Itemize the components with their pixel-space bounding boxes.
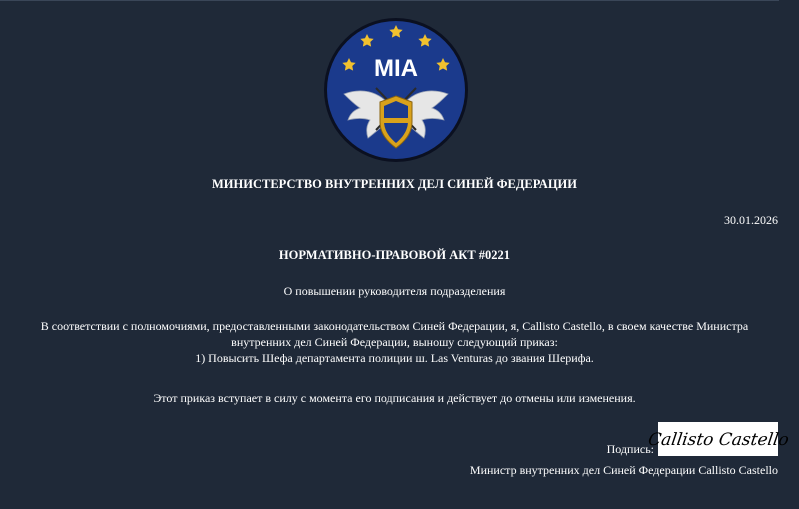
document-date: 30.01.2026 (724, 213, 778, 227)
signature-label: Подпись: (606, 442, 654, 456)
emblem-text: MIA (374, 55, 418, 82)
ministry-heading: МИНИСТЕРСТВО ВНУТРЕННИХ ДЕЛ СИНЕЙ ФЕДЕРАЦИИ (212, 177, 577, 191)
act-title: НОРМАТИВНО-ПРАВОВОЙ АКТ #0221 (278, 248, 511, 262)
act-subject: О повышении руководителя подразделения (283, 284, 506, 298)
act-body-line: В соответствии с полномочиями, предоставленными законодательством Синей Федерации, я, Callisto Castello, в своем качестве Министра (40, 319, 749, 333)
act-body (20, 318, 769, 366)
top-divider (0, 0, 779, 1)
act-effect-clause: Этот приказ вступает в силу с момента его подписания и действует до отмены или изменения. (153, 391, 636, 405)
signature-row (606, 422, 791, 456)
handwritten-signature (646, 422, 791, 456)
act-body-line: внутренних дел Синей Федерации, выношу следующий приказ: (231, 335, 558, 349)
mia-emblem-logo (320, 18, 472, 163)
order-item: 1) Повысить Шефа департамента полиции ш. Las Venturas до звания Шерифа. (195, 351, 594, 365)
signature-text: Callisto Castello (646, 430, 791, 450)
signer-line: Министр внутренних дел Синей Федерации Callisto Castello (469, 463, 778, 477)
